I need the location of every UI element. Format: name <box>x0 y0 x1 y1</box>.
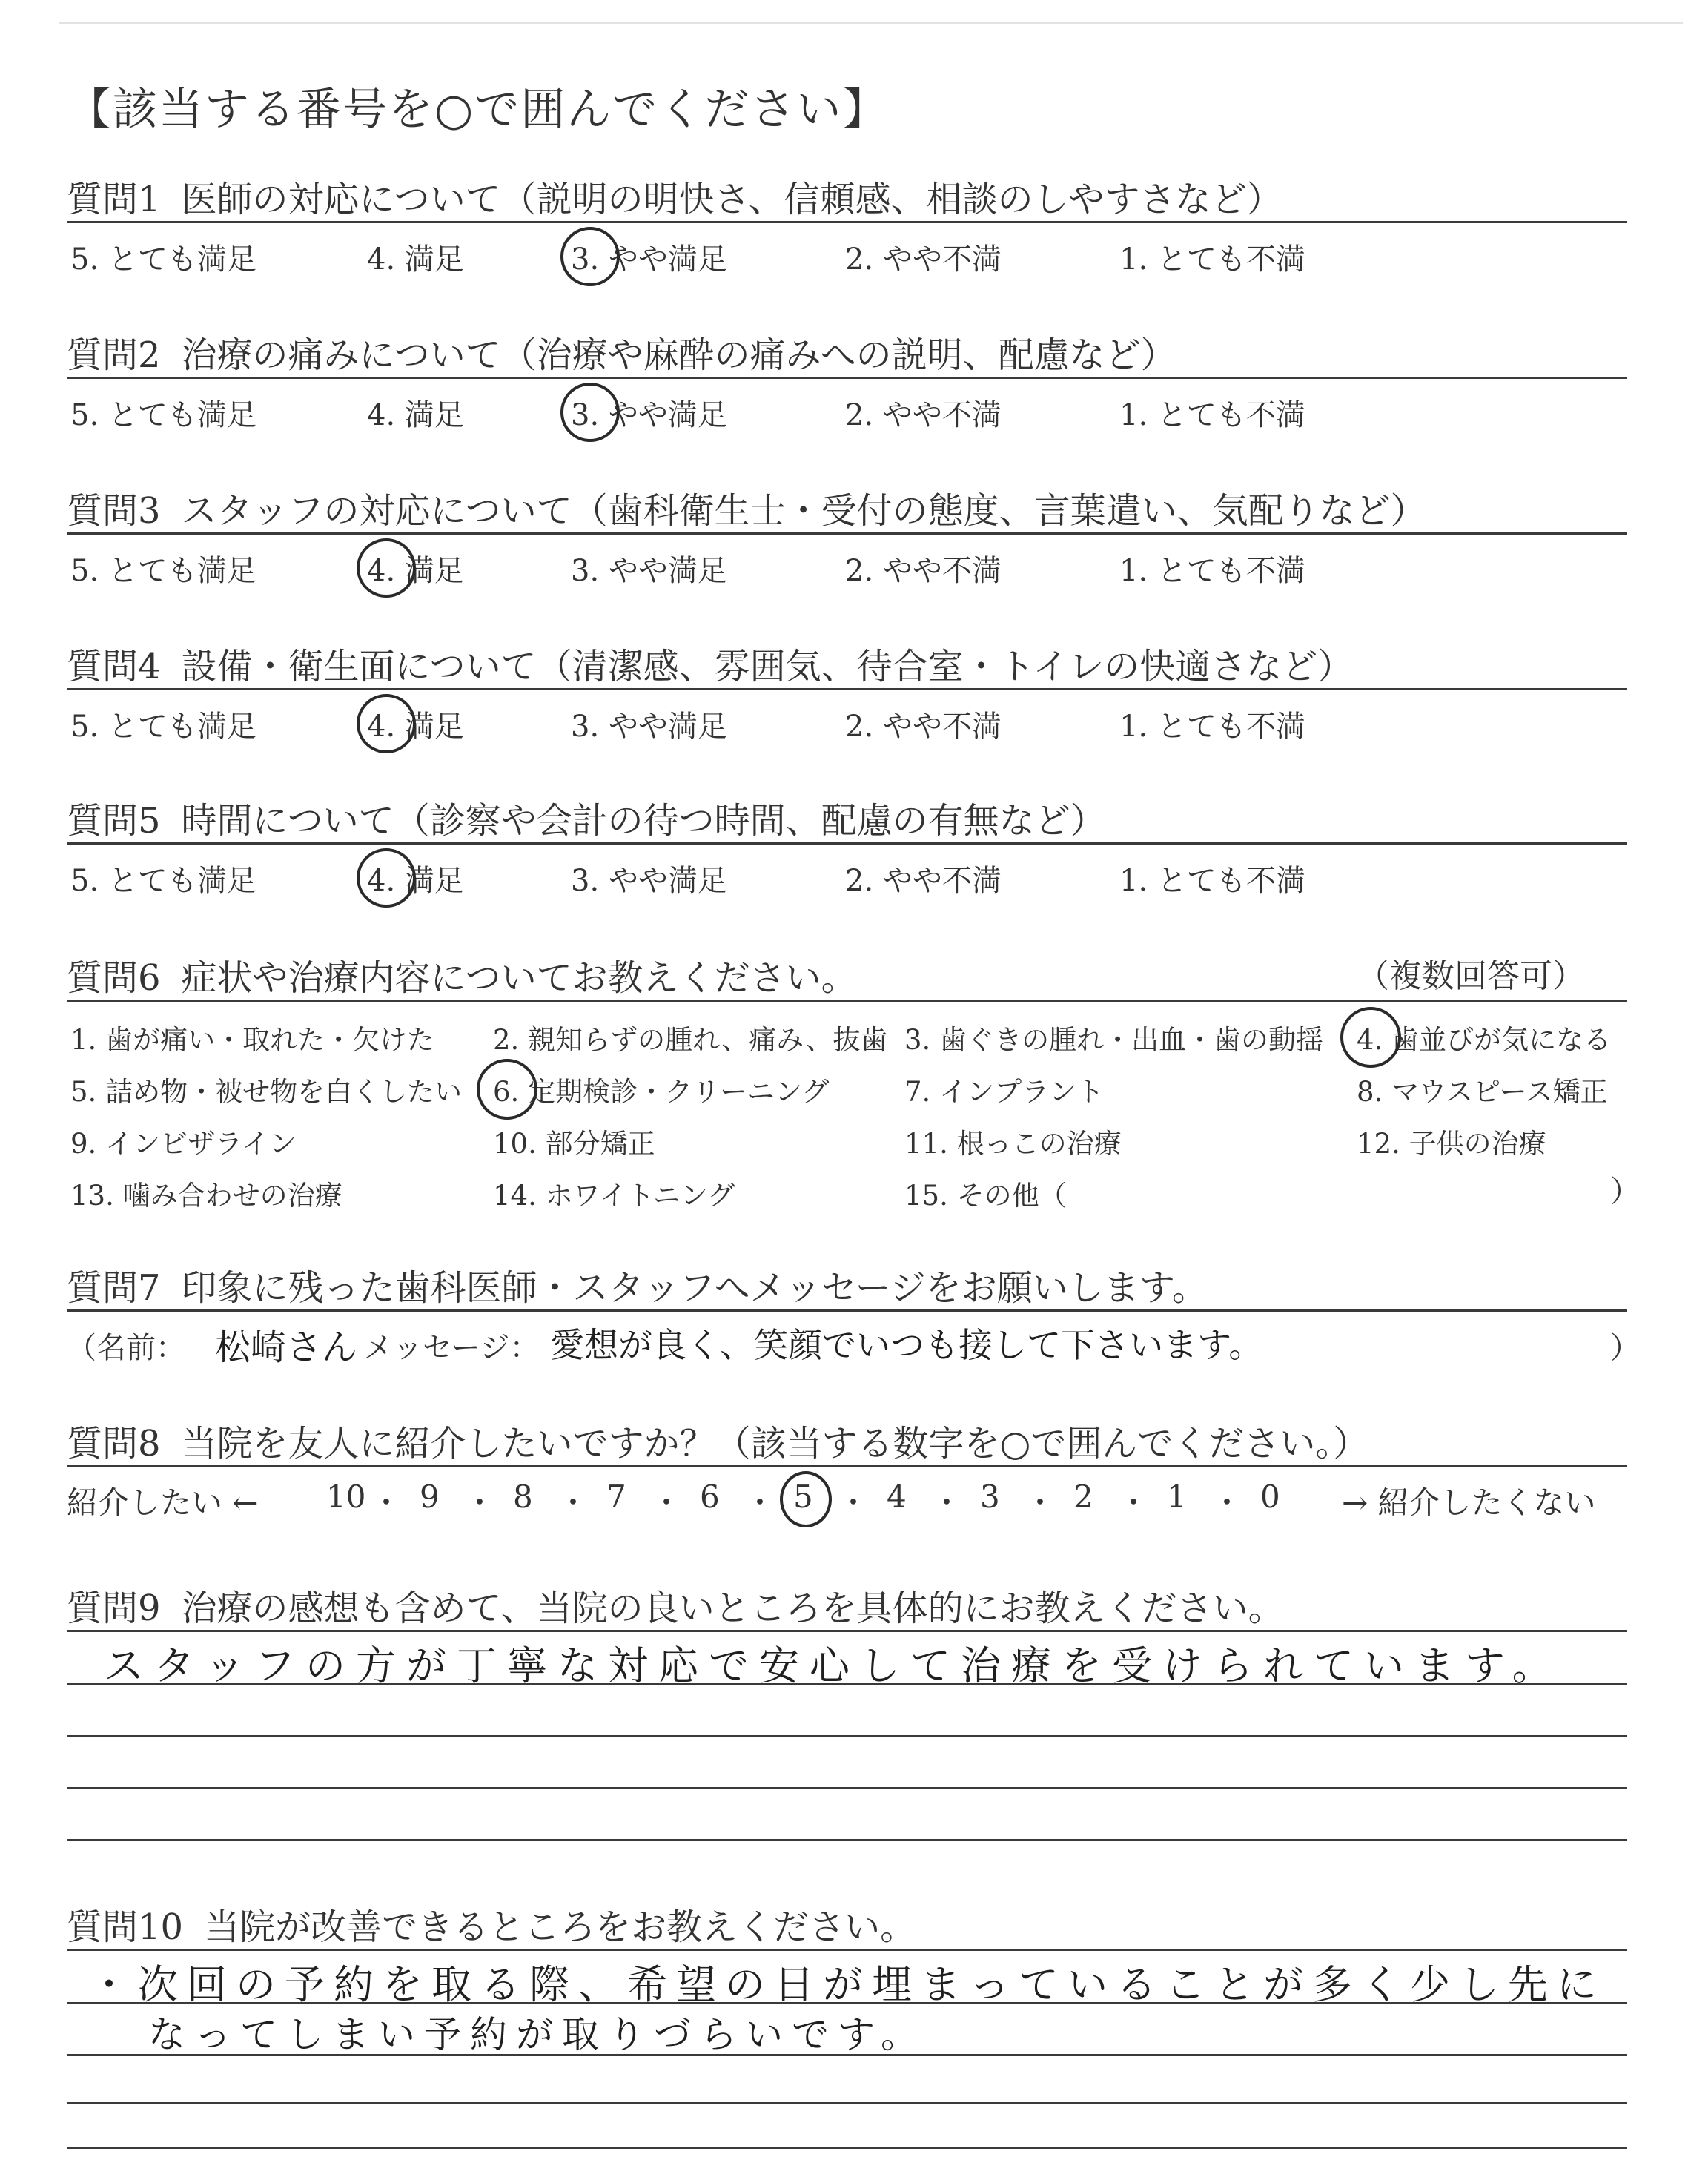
question-title <box>67 326 1176 377</box>
symptom-option[interactable]: 3. 歯ぐきの腫れ・出血・歯の動揺 <box>904 1024 1324 1056</box>
answer-line <box>67 2054 1627 2056</box>
question-number: 質問6 <box>67 957 161 999</box>
question-title <box>67 482 1426 533</box>
recommend-left-label: 紹介したい ← <box>67 1484 259 1521</box>
question-title <box>67 949 857 1000</box>
question-text: 時間について（診察や会計の待つ時間、配慮の有無など） <box>181 800 1106 842</box>
rating-option[interactable]: 5. とても満足 <box>70 864 256 898</box>
question-number: 質問3 <box>67 490 161 532</box>
question-number: 質問8 <box>67 1423 161 1464</box>
question-number: 質問7 <box>67 1267 161 1309</box>
scale-number[interactable]: 6 <box>700 1479 720 1515</box>
question-text: 当院を友人に紹介したいですか？（該当する数字を○で囲んでください。） <box>181 1423 1369 1464</box>
rating-option[interactable]: 1. とても不満 <box>1119 398 1305 432</box>
rating-option[interactable]: 1. とても不満 <box>1119 242 1305 277</box>
scale-separator: ・ <box>557 1484 589 1521</box>
multiple-answers-note: （複数回答可） <box>1357 957 1585 995</box>
scale-number[interactable]: 8 <box>513 1479 533 1515</box>
q10-answer-line-2: なってしまい予約が取りづらいです。 <box>148 2013 927 2056</box>
selection-circle <box>477 1059 537 1120</box>
page-title: 【該当する番号を○で囲んでください】 <box>67 84 889 136</box>
question-text: スタッフの対応について（歯科衛生士・受付の態度、言葉遣い、気配りなど） <box>181 490 1426 532</box>
rating-option[interactable]: 1. とても不満 <box>1119 554 1305 588</box>
rating-option[interactable]: 2. やや不満 <box>845 398 1002 432</box>
symptom-option[interactable]: 12. 子供の治療 <box>1357 1128 1546 1160</box>
symptom-option[interactable]: 15. その他（ <box>904 1180 1067 1212</box>
scale-separator: ・ <box>1211 1484 1243 1521</box>
symptom-option[interactable]: 4. 歯並びが気になる <box>1357 1024 1612 1056</box>
question-number: 質問2 <box>67 334 161 376</box>
scale-number[interactable]: 10 <box>326 1479 366 1515</box>
question-text: 設備・衛生面について（清潔感、雰囲気、待合室・トイレの快適さなど） <box>181 646 1354 687</box>
selection-circle <box>357 848 416 908</box>
scale-number[interactable]: 5 <box>793 1479 813 1515</box>
rating-option[interactable]: 5. とても満足 <box>70 398 256 432</box>
question-number: 質問5 <box>67 800 161 842</box>
question-title <box>67 638 1353 689</box>
q10-answer-line-1: ・次回の予約を取る際、希望の日が埋まっていることが多く少し先に <box>89 1961 1606 2008</box>
symptom-option[interactable]: 2. 親知らずの腫れ、痛み、抜歯 <box>493 1024 888 1056</box>
question-title <box>67 1898 916 1949</box>
question-rule <box>67 1309 1627 1312</box>
selection-circle <box>357 694 416 753</box>
answer-line <box>67 1949 1627 1951</box>
question-rule <box>67 688 1627 690</box>
scale-number[interactable]: 1 <box>1167 1479 1187 1515</box>
question-rule <box>67 221 1627 223</box>
rating-option[interactable]: 2. やや不満 <box>845 242 1002 277</box>
scale-number[interactable]: 3 <box>980 1479 1000 1515</box>
scale-separator: ・ <box>651 1484 683 1521</box>
scale-separator: ・ <box>371 1484 403 1521</box>
question-text: 当院が改善できるところをお教えください。 <box>204 1906 916 1948</box>
symptom-option[interactable]: 6. 定期検診・クリーニング <box>493 1076 830 1108</box>
question-number: 質問4 <box>67 646 161 687</box>
scale-number[interactable]: 0 <box>1260 1479 1280 1515</box>
selection-circle <box>1340 1007 1401 1068</box>
scale-separator: ・ <box>744 1484 776 1521</box>
question-rule <box>67 842 1627 845</box>
answer-line <box>67 2102 1627 2104</box>
symptom-option[interactable]: 5. 詰め物・被せ物を白くしたい <box>70 1076 463 1108</box>
rating-option[interactable]: 5. とても満足 <box>70 242 256 277</box>
rating-option[interactable]: 5. とても満足 <box>70 554 256 588</box>
rating-option[interactable]: 2. やや不満 <box>845 864 1002 898</box>
scale-number[interactable]: 2 <box>1073 1479 1093 1515</box>
question-rule <box>67 1000 1627 1002</box>
question-text: 医師の対応について（説明の明快さ、信頼感、相談のしやすさなど） <box>181 179 1282 220</box>
scale-separator: ・ <box>1025 1484 1056 1521</box>
question-number: 質問10 <box>67 1906 184 1948</box>
question-number: 質問1 <box>67 179 161 220</box>
question-text: 印象に残った歯科医師・スタッフへメッセージをお願いします。 <box>181 1267 1208 1309</box>
rating-option[interactable]: 1. とても不満 <box>1119 710 1305 744</box>
answer-line <box>67 2147 1627 2149</box>
question-title <box>67 792 1106 843</box>
answer-line <box>67 1735 1627 1737</box>
question-number: 質問9 <box>67 1588 161 1629</box>
selection-circle <box>780 1471 832 1527</box>
scale-separator: ・ <box>464 1484 496 1521</box>
rating-option[interactable]: 4. 満足 <box>367 398 464 432</box>
answer-line <box>67 1839 1627 1841</box>
message-close-paren: ） <box>1610 1331 1640 1365</box>
rating-option[interactable]: 2. やや不満 <box>845 554 1002 588</box>
message-handwritten: 愛想が良く、笑顔でいつも接して下さいます。 <box>550 1325 1263 1365</box>
scale-separator: ・ <box>931 1484 963 1521</box>
symptom-option[interactable]: 8. マウスピース矯正 <box>1357 1076 1608 1108</box>
rating-option[interactable]: 4. 満足 <box>367 710 464 744</box>
selection-circle <box>560 383 620 442</box>
symptom-option[interactable]: 9. インビザライン <box>70 1128 297 1160</box>
question-title <box>67 1259 1208 1310</box>
scale-separator: ・ <box>838 1484 870 1521</box>
question-text: 治療の感想も含めて、当院の良いところを具体的にお教えください。 <box>181 1588 1284 1629</box>
rating-option[interactable]: 5. とても満足 <box>70 710 256 744</box>
question-title <box>67 1415 1368 1466</box>
rating-option[interactable]: 3. やや満足 <box>571 864 727 898</box>
symptom-option[interactable]: 13. 噛み合わせの治療 <box>70 1180 342 1212</box>
answer-line <box>67 1630 1627 1632</box>
scale-number[interactable]: 7 <box>606 1479 626 1515</box>
symptom-option[interactable]: 1. 歯が痛い・取れた・欠けた <box>70 1024 435 1056</box>
question-rule <box>67 532 1627 535</box>
question-title <box>67 171 1282 222</box>
other-close-paren: ） <box>1610 1175 1640 1209</box>
answer-line <box>67 1683 1627 1685</box>
scale-number[interactable]: 4 <box>887 1479 907 1515</box>
rating-option[interactable]: 3. やや満足 <box>571 398 727 432</box>
top-border <box>59 22 1683 24</box>
symptom-option[interactable]: 11. 根っこの治療 <box>904 1128 1122 1160</box>
symptom-option[interactable]: 10. 部分矯正 <box>493 1128 655 1160</box>
question-text: 症状や治療内容についてお教えください。 <box>181 957 857 999</box>
selection-circle <box>357 538 416 598</box>
rating-option[interactable]: 3. やや満足 <box>571 242 727 277</box>
symptom-option[interactable]: 7. インプラント <box>904 1076 1105 1108</box>
staff-name-handwritten: 松崎さん <box>215 1327 358 1368</box>
rating-option[interactable]: 3. やや満足 <box>571 554 727 588</box>
name-label: （名前： <box>67 1331 185 1365</box>
answer-line <box>67 2002 1627 2004</box>
message-label: メッセージ： <box>363 1331 540 1365</box>
question-rule <box>67 1465 1627 1467</box>
symptom-option[interactable]: 14. ホワイトニング <box>493 1180 735 1212</box>
question-text: 治療の痛みについて（治療や麻酔の痛みへの説明、配慮など） <box>181 334 1176 376</box>
rating-option[interactable]: 3. やや満足 <box>571 710 727 744</box>
recommend-right-label: → 紹介したくない <box>1342 1484 1596 1521</box>
scale-separator: ・ <box>1118 1484 1150 1521</box>
rating-option[interactable]: 2. やや不満 <box>845 710 1002 744</box>
answer-line <box>67 1787 1627 1789</box>
rating-option[interactable]: 4. 満足 <box>367 864 464 898</box>
rating-option[interactable]: 4. 満足 <box>367 554 464 588</box>
scale-number[interactable]: 9 <box>420 1479 440 1515</box>
q9-answer-handwritten: スタッフの方が丁寧な対応で安心して治療を受けられています。 <box>104 1642 1563 1689</box>
rating-option[interactable]: 4. 満足 <box>367 242 464 277</box>
question-title <box>67 1579 1284 1631</box>
selection-circle <box>560 227 620 286</box>
rating-option[interactable]: 1. とても不満 <box>1119 864 1305 898</box>
question-rule <box>67 377 1627 379</box>
